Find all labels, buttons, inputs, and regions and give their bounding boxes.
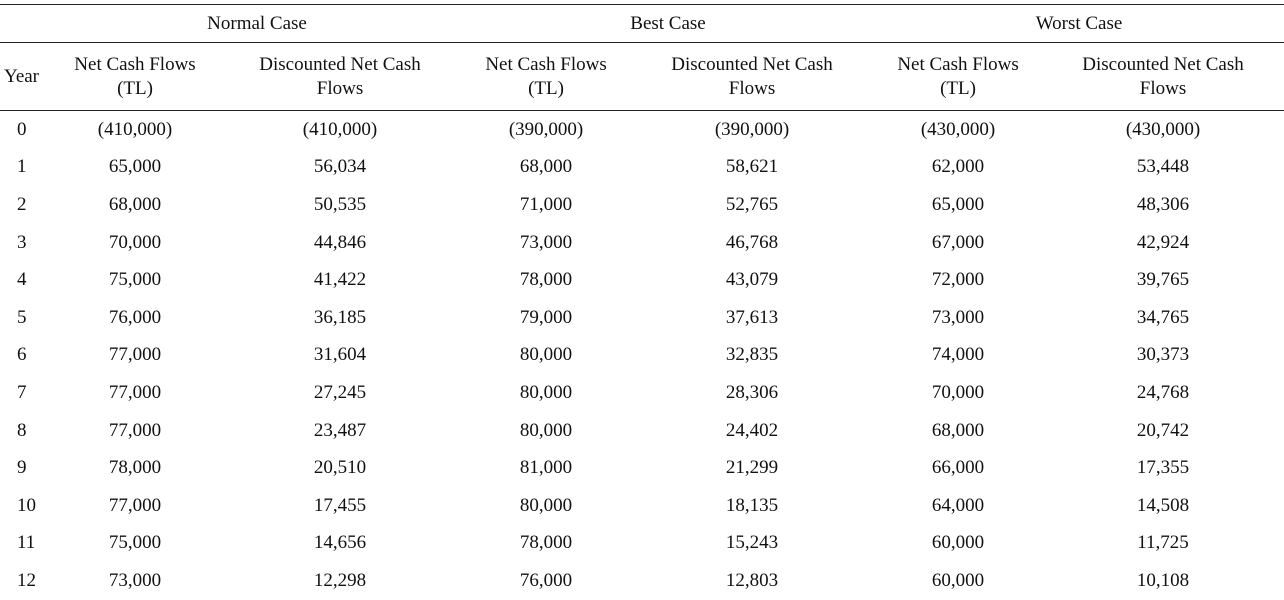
net-header-line1: Net Cash Flows xyxy=(74,53,196,75)
best-net-cash-flow-cell: 73,000 xyxy=(519,231,573,253)
worst-net-cash-flow-cell: 72,000 xyxy=(931,269,985,291)
year-cell: 11 xyxy=(17,532,36,554)
year-cell: 5 xyxy=(17,306,27,328)
net-header-line2: (TL) xyxy=(117,77,153,99)
worst-discounted-cell: 39,765 xyxy=(1136,269,1190,291)
table-row xyxy=(0,149,1284,187)
normal-discounted-cell: 23,487 xyxy=(313,419,367,441)
normal-discounted-cell: 44,846 xyxy=(313,231,367,253)
normal-discounted-cell: 36,185 xyxy=(313,306,367,328)
disc-header-line1: Discounted Net Cash xyxy=(259,53,421,75)
cash-flow-table-container xyxy=(0,4,1284,600)
normal-net-cash-flow-cell: 77,000 xyxy=(108,344,162,366)
normal-discounted-cell: 12,298 xyxy=(313,569,367,591)
worst-discounted-cell: (430,000) xyxy=(1125,118,1201,140)
best-net-cash-flows-header xyxy=(462,43,630,111)
worst-net-cash-flow-cell: (430,000) xyxy=(920,118,996,140)
normal-discounted-cell: 20,510 xyxy=(313,457,367,479)
best-discounted-header xyxy=(630,43,874,111)
normal-discounted-cell: 50,535 xyxy=(313,193,367,215)
best-case-header: Best Case xyxy=(462,5,874,43)
normal-net-cash-flow-cell: 70,000 xyxy=(108,231,162,253)
best-net-cash-flow-cell: 68,000 xyxy=(519,156,573,178)
year-cell: 3 xyxy=(17,231,27,253)
year-cell: 6 xyxy=(17,344,27,366)
column-header-row xyxy=(0,43,1284,111)
net-header-line1: Net Cash Flows xyxy=(897,53,1019,75)
best-discounted-cell: 21,299 xyxy=(725,457,779,479)
normal-discounted-cell: 41,422 xyxy=(313,269,367,291)
worst-net-cash-flow-cell: 74,000 xyxy=(931,344,985,366)
worst-net-cash-flow-cell: 60,000 xyxy=(931,569,985,591)
table-row xyxy=(0,111,1284,149)
table-header xyxy=(0,5,1284,111)
disc-header-line2: Flows xyxy=(316,77,364,99)
best-net-cash-flow-cell: 80,000 xyxy=(519,381,573,403)
table-row xyxy=(0,449,1284,487)
worst-discounted-cell: 20,742 xyxy=(1136,419,1190,441)
best-discounted-cell: 52,765 xyxy=(725,193,779,215)
normal-net-cash-flows-header xyxy=(52,43,218,111)
best-discounted-cell: 32,835 xyxy=(725,344,779,366)
net-header-line2: (TL) xyxy=(528,77,564,99)
best-discounted-cell: 18,135 xyxy=(725,494,779,516)
year-cell: 0 xyxy=(17,118,27,140)
disc-header-line1: Discounted Net Cash xyxy=(1082,53,1244,75)
best-net-cash-flow-cell: 80,000 xyxy=(519,419,573,441)
year-cell: 1 xyxy=(17,156,27,178)
normal-net-cash-flow-cell: 68,000 xyxy=(108,193,162,215)
best-net-cash-flow-cell: 80,000 xyxy=(519,494,573,516)
year-cell: 7 xyxy=(17,381,27,403)
year-cell: 9 xyxy=(17,457,27,479)
worst-net-cash-flow-cell: 65,000 xyxy=(931,193,985,215)
normal-discounted-cell: 14,656 xyxy=(313,532,367,554)
table-row xyxy=(0,412,1284,450)
normal-discounted-cell: (410,000) xyxy=(302,118,378,140)
worst-discounted-cell: 34,765 xyxy=(1136,306,1190,328)
net-header-line2: (TL) xyxy=(940,77,976,99)
worst-discounted-cell: 42,924 xyxy=(1136,231,1190,253)
best-net-cash-flow-cell: 76,000 xyxy=(519,569,573,591)
worst-discounted-cell: 48,306 xyxy=(1136,193,1190,215)
best-net-cash-flow-cell: 78,000 xyxy=(519,269,573,291)
worst-discounted-cell: 11,725 xyxy=(1137,532,1189,554)
normal-discounted-cell: 31,604 xyxy=(313,344,367,366)
worst-net-cash-flow-cell: 68,000 xyxy=(931,419,985,441)
table-row xyxy=(0,374,1284,412)
best-discounted-cell: 28,306 xyxy=(725,381,779,403)
best-discounted-cell: 37,613 xyxy=(725,306,779,328)
year-cell: 12 xyxy=(17,569,36,591)
normal-discounted-cell: 27,245 xyxy=(313,381,367,403)
table-row xyxy=(0,299,1284,337)
best-net-cash-flow-cell: 79,000 xyxy=(519,306,573,328)
year-column-header: Year xyxy=(0,43,52,111)
normal-net-cash-flow-cell: 65,000 xyxy=(108,156,162,178)
best-discounted-cell: (390,000) xyxy=(714,118,790,140)
table-row xyxy=(0,224,1284,262)
table-row xyxy=(0,186,1284,224)
year-cell: 4 xyxy=(17,269,27,291)
worst-case-header: Worst Case xyxy=(874,5,1284,43)
year-cell: 2 xyxy=(17,193,27,215)
disc-header-line1: Discounted Net Cash xyxy=(671,53,833,75)
normal-net-cash-flow-cell: 76,000 xyxy=(108,306,162,328)
normal-net-cash-flow-cell: 78,000 xyxy=(108,457,162,479)
worst-net-cash-flow-cell: 73,000 xyxy=(931,306,985,328)
year-cell: 8 xyxy=(17,419,27,441)
worst-net-cash-flow-cell: 64,000 xyxy=(931,494,985,516)
best-discounted-cell: 58,621 xyxy=(725,156,779,178)
worst-net-cash-flow-cell: 67,000 xyxy=(931,231,985,253)
best-discounted-cell: 43,079 xyxy=(725,269,779,291)
worst-discounted-cell: 53,448 xyxy=(1136,156,1190,178)
worst-discounted-cell: 30,373 xyxy=(1136,344,1190,366)
year-group-spacer xyxy=(0,5,52,43)
normal-net-cash-flow-cell: 77,000 xyxy=(108,381,162,403)
worst-net-cash-flow-cell: 62,000 xyxy=(931,156,985,178)
normal-discounted-cell: 17,455 xyxy=(313,494,367,516)
worst-net-cash-flow-cell: 60,000 xyxy=(931,532,985,554)
cash-flow-table xyxy=(0,4,1284,600)
normal-net-cash-flow-cell: 77,000 xyxy=(108,419,162,441)
worst-discounted-header xyxy=(1042,43,1284,111)
normal-discounted-header xyxy=(218,43,462,111)
normal-net-cash-flow-cell: 73,000 xyxy=(108,569,162,591)
normal-discounted-cell: 56,034 xyxy=(313,156,367,178)
best-discounted-cell: 24,402 xyxy=(725,419,779,441)
best-discounted-cell: 15,243 xyxy=(725,532,779,554)
scenario-header-row xyxy=(0,5,1284,43)
worst-net-cash-flows-header xyxy=(874,43,1042,111)
worst-net-cash-flow-cell: 66,000 xyxy=(931,457,985,479)
best-net-cash-flow-cell: 71,000 xyxy=(519,193,573,215)
best-net-cash-flow-cell: 81,000 xyxy=(519,457,573,479)
table-body xyxy=(0,111,1284,600)
worst-discounted-cell: 17,355 xyxy=(1136,457,1190,479)
normal-net-cash-flow-cell: 75,000 xyxy=(108,269,162,291)
table-row xyxy=(0,261,1284,299)
worst-discounted-cell: 24,768 xyxy=(1136,381,1190,403)
disc-header-line2: Flows xyxy=(1139,77,1187,99)
worst-discounted-cell: 14,508 xyxy=(1136,494,1190,516)
table-row xyxy=(0,562,1284,600)
normal-net-cash-flow-cell: 77,000 xyxy=(108,494,162,516)
normal-net-cash-flow-cell: (410,000) xyxy=(97,118,173,140)
best-net-cash-flow-cell: 78,000 xyxy=(519,532,573,554)
table-row xyxy=(0,487,1284,525)
best-net-cash-flow-cell: (390,000) xyxy=(508,118,584,140)
worst-discounted-cell: 10,108 xyxy=(1136,569,1190,591)
disc-header-line2: Flows xyxy=(728,77,776,99)
normal-net-cash-flow-cell: 75,000 xyxy=(108,532,162,554)
net-header-line1: Net Cash Flows xyxy=(485,53,607,75)
best-net-cash-flow-cell: 80,000 xyxy=(519,344,573,366)
table-row xyxy=(0,337,1284,375)
year-cell: 10 xyxy=(17,494,36,516)
table-row xyxy=(0,525,1284,563)
worst-net-cash-flow-cell: 70,000 xyxy=(931,381,985,403)
best-discounted-cell: 12,803 xyxy=(725,569,779,591)
best-discounted-cell: 46,768 xyxy=(725,231,779,253)
normal-case-header: Normal Case xyxy=(52,5,462,43)
